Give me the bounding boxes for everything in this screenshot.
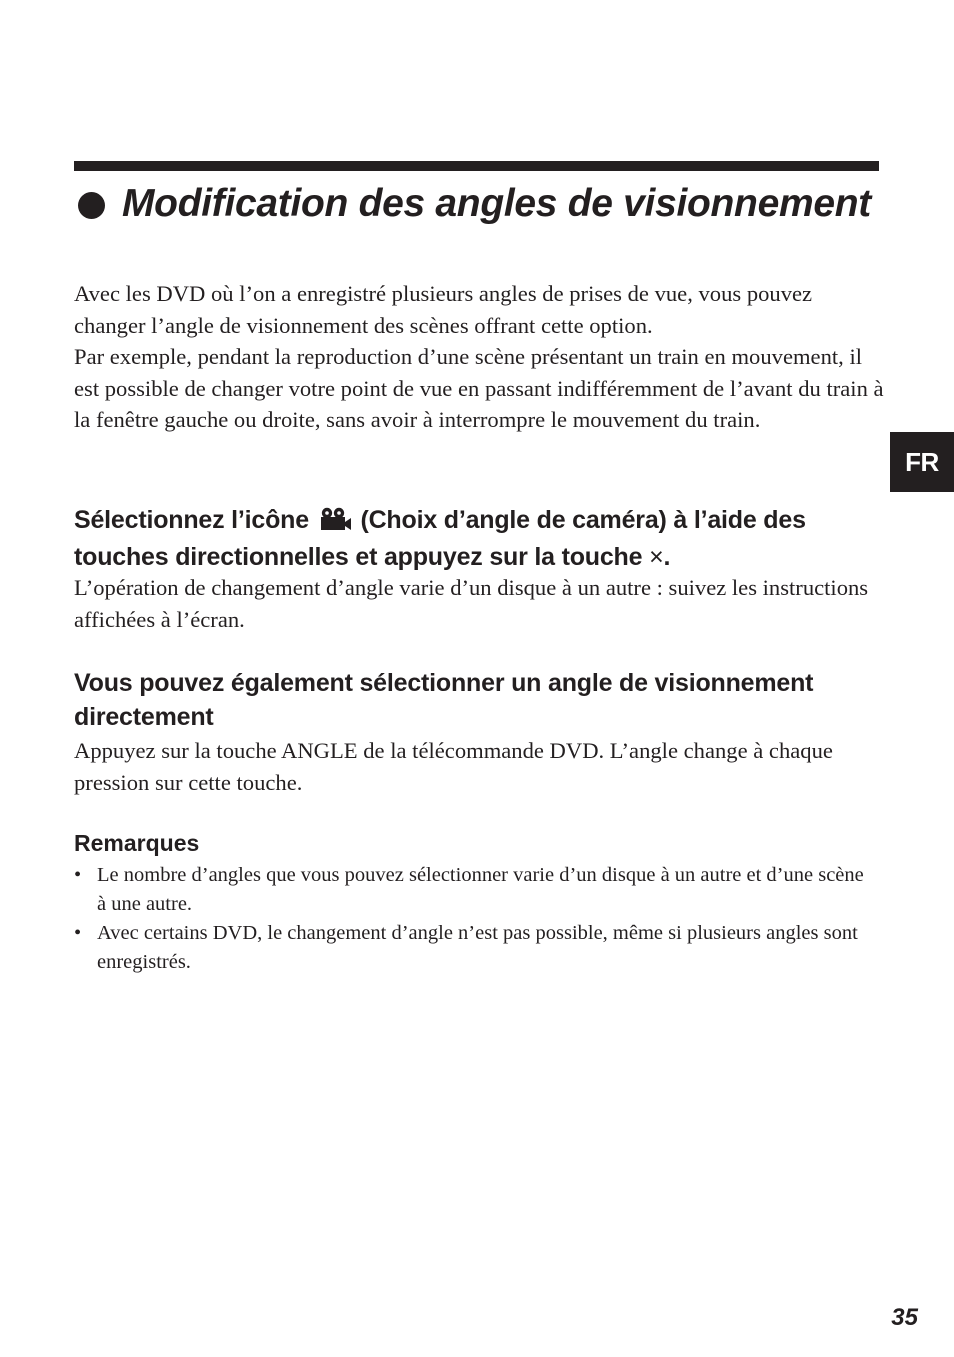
remark-text: Avec certains DVD, le changement d’angle n’est pas possible, même si plusieurs angles sont enregistrés.: [97, 922, 858, 973]
step-heading: [74, 503, 886, 574]
remarks-list: [74, 861, 874, 977]
list-item: [74, 861, 874, 919]
direct-heading: Vous pouvez également sélectionner un angle de visionnement directement: [74, 669, 814, 731]
title-bullet-icon: [78, 192, 105, 219]
step-heading-part2: (Choix d’angle de caméra) à l’aide des touches directionnelles et appuyez sur la touche: [74, 506, 806, 571]
section-top-rule: [74, 161, 879, 171]
intro-paragraph-2: Par exemple, pendant la reproduction d’une scène présentant un train en mouvement, il est possible de changer votre point de vue en passant indifféremment de l’avant du train à la fenêtre gauche ou droite, sans avoir à interrompre le mouvement du train.: [74, 344, 884, 432]
step-heading-part1: Sélectionnez l’icône: [74, 506, 309, 534]
camera-angle-icon: [318, 506, 352, 540]
step-heading-end: .: [663, 543, 671, 571]
list-item: [74, 919, 874, 977]
bullet-icon: •: [74, 922, 82, 944]
bullet-icon: •: [74, 864, 82, 886]
step-body: L’opération de changement d’angle varie d’un disque à un autre : suivez les instructions affichées à l’écran.: [74, 575, 869, 632]
remark-text: Le nombre d’angles que vous pouvez sélectionner varie d’un disque à un autre et d’une scène à une autre.: [97, 864, 864, 915]
cross-button-icon: ×: [649, 543, 664, 571]
section-title: Modification des angles de visionnement: [122, 182, 871, 225]
section-header: [74, 180, 879, 227]
direct-body: Appuyez sur la touche ANGLE de la télécommande DVD. L’angle change à chaque pression sur cette touche.: [74, 738, 833, 795]
language-tab: FR: [890, 432, 954, 492]
intro-paragraph-1: Avec les DVD où l’on a enregistré plusieurs angles de prises de vue, vous pouvez changer l’angle de visionnement des scènes offrant cette option.: [74, 281, 813, 338]
page-number: 35: [891, 1304, 918, 1331]
remarks-title: Remarques: [74, 830, 200, 856]
